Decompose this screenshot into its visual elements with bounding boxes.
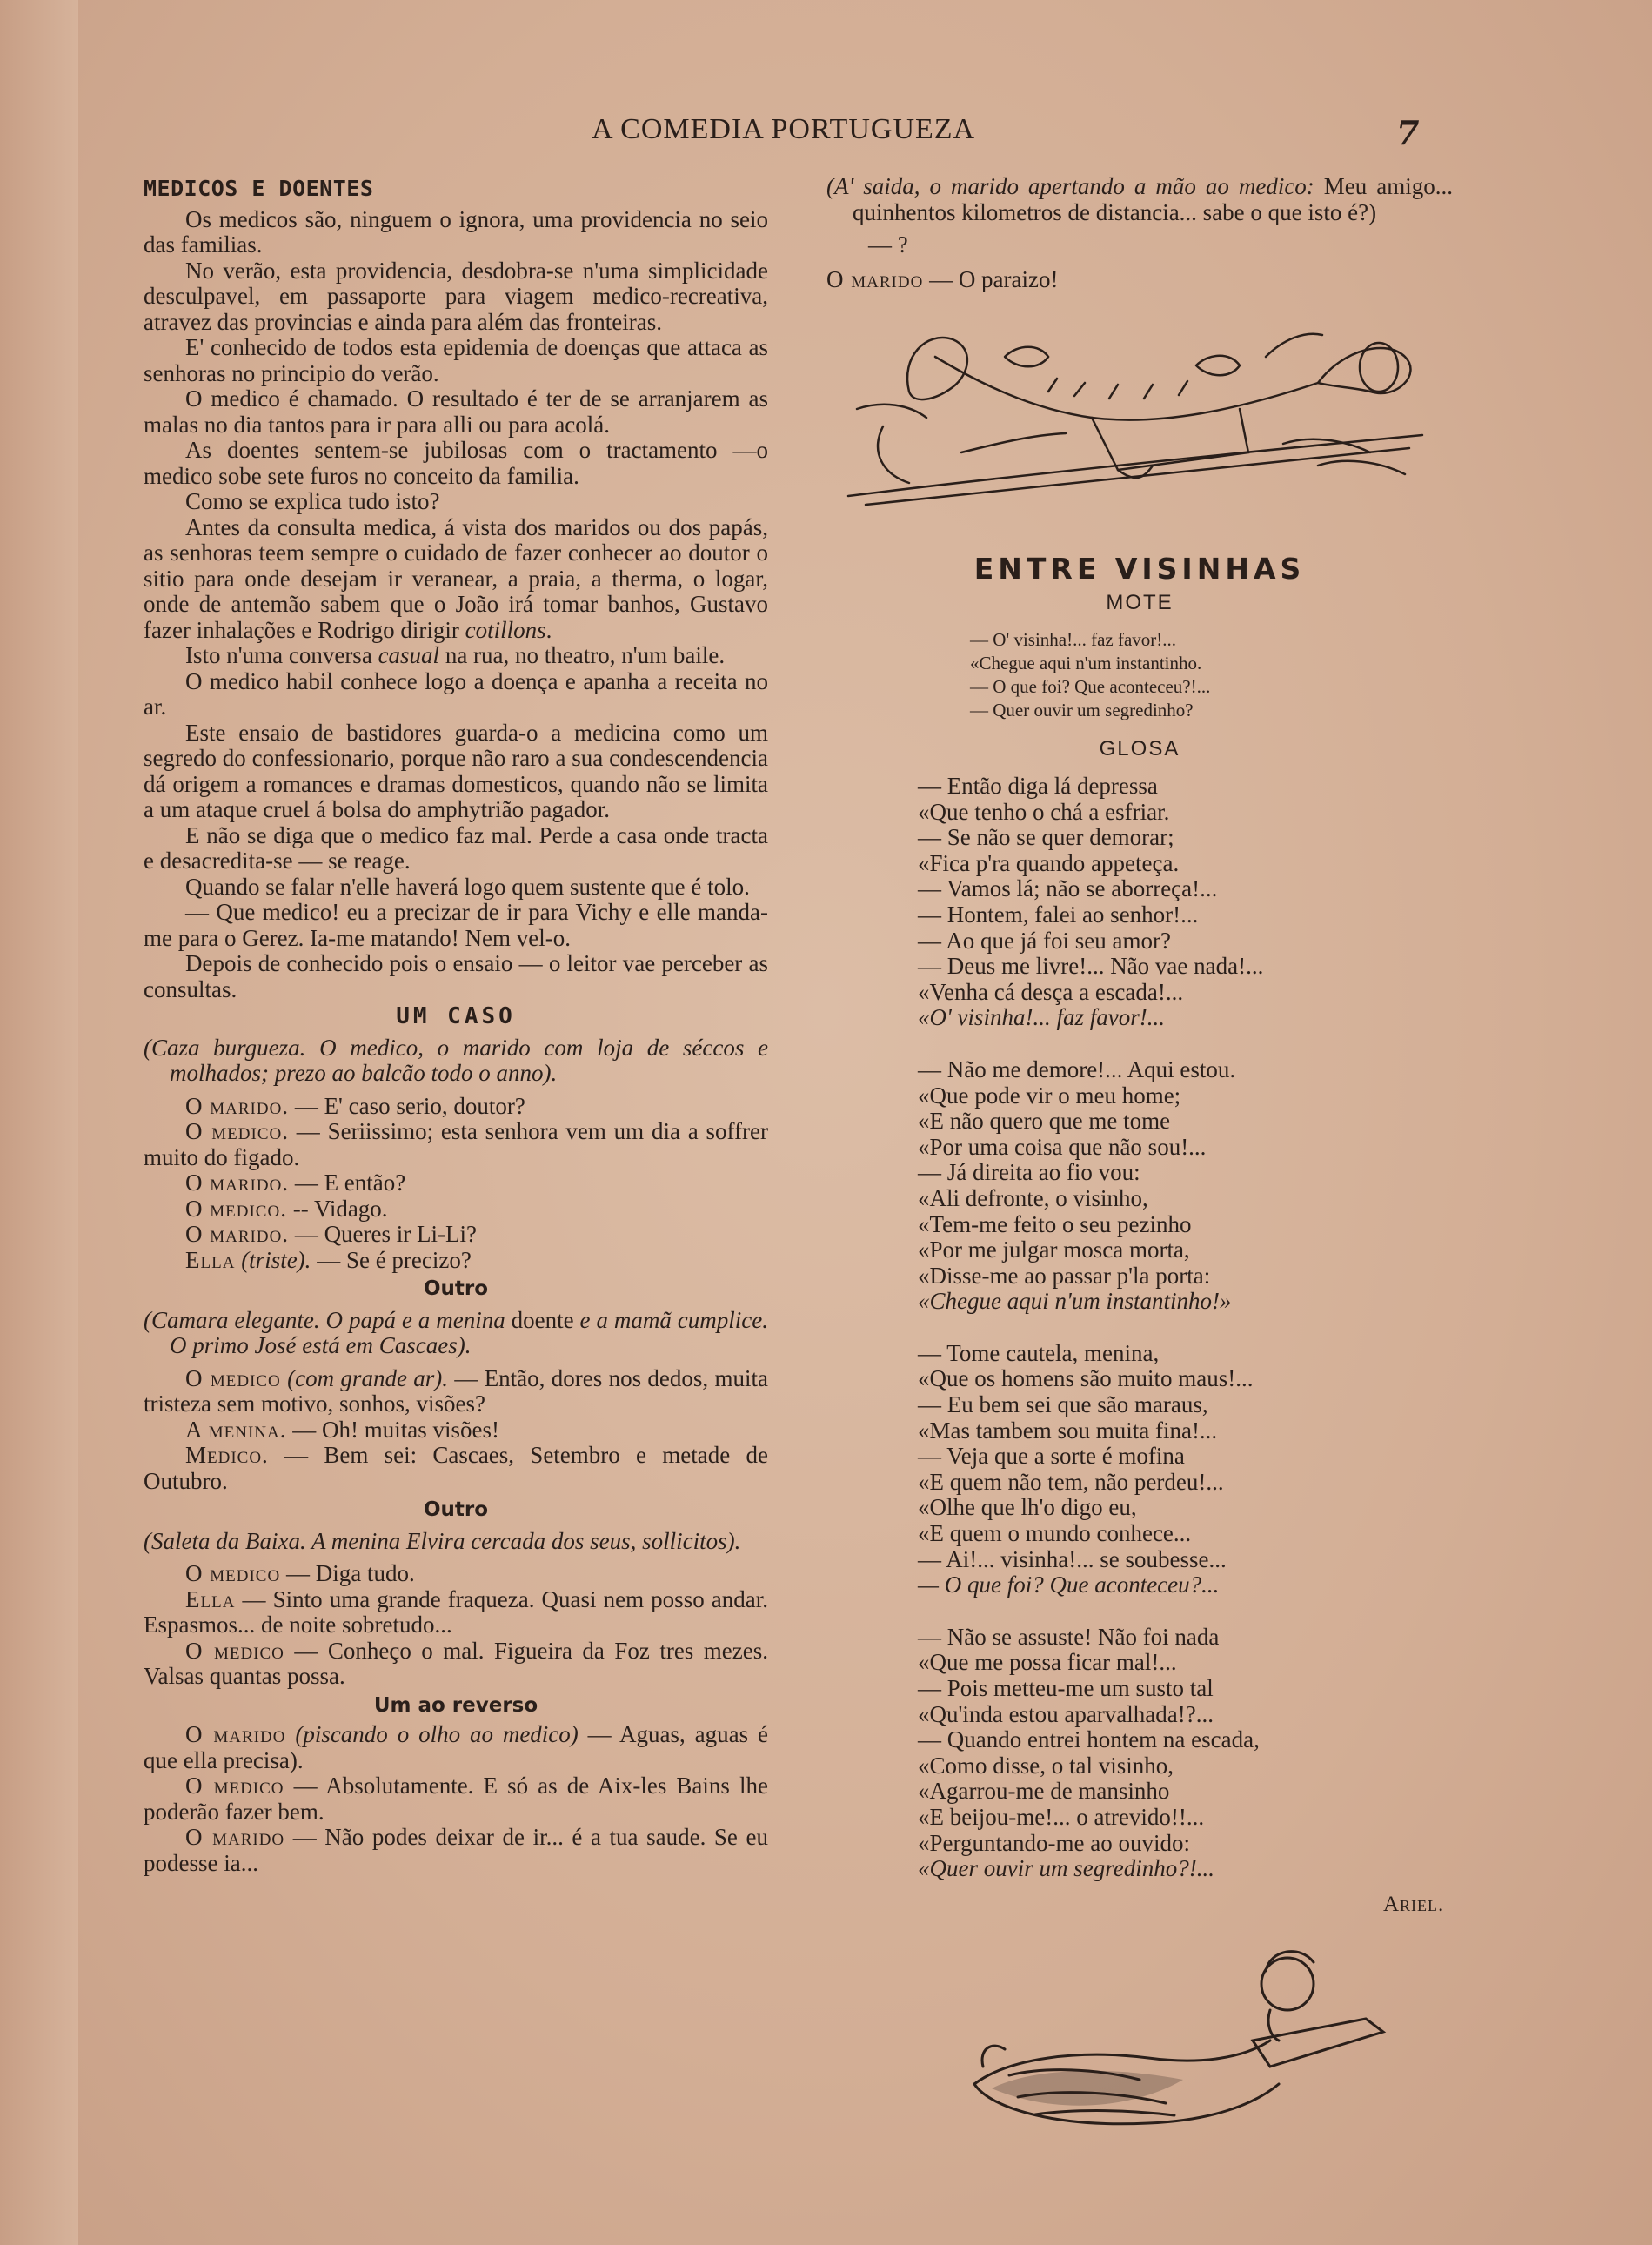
verse: «Por me julgar mosca morta, bbox=[918, 1236, 1190, 1263]
speech: — Absolutamente. E só as de Aix-les Bains lhe poderão fazer bem. bbox=[144, 1773, 768, 1825]
poem-title: ENTRE VISINHAS bbox=[973, 551, 1306, 586]
verse: — Quer ouvir um segredinho? bbox=[970, 699, 1194, 720]
speaker: O medico. bbox=[185, 1118, 289, 1144]
verse: «Qu'inda estou aparvalhada!?... bbox=[918, 1700, 1214, 1727]
verse: «Tem-me feito o seu pezinho bbox=[918, 1210, 1192, 1237]
verse: «Chegue aqui n'um instantinho!» bbox=[918, 1288, 1232, 1315]
dialogue-line bbox=[144, 1639, 768, 1690]
paragraph: No verão, esta providencia, desdobra-se n'uma simplicidade desculpavel, em passaporte para viagem medico-recreativa, atravez das provincias e ainda para além das fronteiras. bbox=[144, 257, 768, 335]
verse: — Então diga lá depressa bbox=[918, 773, 1158, 799]
dialogue-line bbox=[144, 1773, 768, 1825]
speaker: A menina. bbox=[185, 1416, 287, 1443]
paragraph: O medico habil conhece logo a doença e apanha a receita no ar. bbox=[144, 667, 768, 720]
stage-direction: (Caza burgueza. O medico, o marido com loja de séccos e molhados; prezo ao balcão todo o anno). bbox=[144, 1034, 768, 1086]
speaker: O medico bbox=[185, 1560, 281, 1586]
speech: — Bem sei: Cascaes, Setembro e metade de Outubro. bbox=[144, 1442, 768, 1494]
text-run: . bbox=[545, 616, 552, 643]
text-run: e a mamã cumplice. O primo José está em Cascaes). bbox=[170, 1306, 768, 1358]
speaker: O medico. bbox=[185, 1195, 287, 1222]
dialogue-line bbox=[144, 1443, 768, 1494]
speaker: O marido bbox=[185, 1721, 286, 1747]
verse: — O' visinha!... faz favor!... bbox=[970, 628, 1177, 650]
verse: — Eu bem sei que são maraus, bbox=[918, 1391, 1208, 1418]
text-run: doente bbox=[505, 1306, 580, 1333]
speaker: O marido. bbox=[185, 1092, 290, 1119]
mote-verses bbox=[970, 628, 1453, 722]
speech: — Queres ir Li-Li? bbox=[289, 1221, 477, 1247]
dialogue-line bbox=[144, 1170, 768, 1196]
speech: — Diga tudo. bbox=[280, 1560, 415, 1586]
text-run: Isto n'uma conversa bbox=[185, 642, 378, 668]
paragraph: O medico é chamado. O resultado é ter de se arranjarem as malas no dia tantos para ir para alli ou para acolá. bbox=[144, 385, 768, 438]
verse: «Disse-me ao passar p'la porta: bbox=[918, 1262, 1211, 1289]
page-header bbox=[0, 113, 1652, 157]
speech: — Não podes deixar de ir... é a tua saude. Se eu podesse ia... bbox=[144, 1824, 768, 1876]
verse: «E beijou-me!... o atrevido!!... bbox=[918, 1803, 1205, 1830]
speech: — Se é precizo? bbox=[311, 1246, 472, 1273]
journal-title: A COMEDIA PORTUGUEZA bbox=[592, 113, 976, 145]
verse: — Não se assuste! Não foi nada bbox=[918, 1623, 1220, 1650]
verse: «Perguntando-me ao ouvido: bbox=[918, 1829, 1190, 1856]
italic-run: casual bbox=[378, 642, 440, 668]
stanza bbox=[918, 1625, 1453, 1882]
paragraph bbox=[144, 643, 768, 669]
page-binding-edge bbox=[0, 0, 78, 2245]
dialogue-line bbox=[144, 1248, 768, 1274]
text-run: na rua, no theatro, n'um baile. bbox=[439, 642, 726, 668]
speech: — Sinto uma grande fraqueza. Quasi nem posso andar. Espasmos... de noite sobretudo... bbox=[144, 1585, 768, 1638]
dialogue-line: — ? bbox=[868, 231, 908, 258]
verse: «Fica p'ra quando appeteça. bbox=[918, 849, 1180, 876]
section-title: MEDICOS E DOENTES bbox=[144, 176, 374, 201]
verse: — Não me demore!... Aqui estou. bbox=[918, 1055, 1236, 1082]
verse: — Hontem, falei ao senhor!... bbox=[918, 901, 1199, 928]
left-column bbox=[144, 176, 768, 1876]
verse: «Olhe que lh'o digo eu, bbox=[918, 1494, 1137, 1521]
speaker: O marido bbox=[185, 1824, 285, 1850]
verse: «Que pode vir o meu home; bbox=[918, 1082, 1181, 1109]
speech: — Aguas, aguas é que ella precisa). bbox=[144, 1721, 768, 1773]
verse: — Quando entrei hontem na escada, bbox=[918, 1726, 1260, 1753]
verse: «Quer ouvir um segredinho?!... bbox=[918, 1855, 1214, 1882]
speaker: Medico. bbox=[185, 1442, 269, 1468]
verse: «Venha cá desça a escada!... bbox=[918, 978, 1184, 1005]
dialogue-line bbox=[144, 1196, 768, 1223]
speaker: Ella bbox=[185, 1246, 236, 1273]
verse: «O' visinha!... faz favor!... bbox=[918, 1004, 1166, 1031]
dialogue-line bbox=[144, 1561, 768, 1587]
speech: — E' caso serio, doutor? bbox=[289, 1092, 525, 1119]
verse: «Por uma coisa que não sou!... bbox=[918, 1133, 1207, 1160]
stanza bbox=[918, 774, 1453, 1031]
stage-direction: (piscando o olho ao medico) bbox=[295, 1721, 579, 1747]
verse: — Veja que a sorte é mofina bbox=[918, 1443, 1185, 1470]
stanza bbox=[918, 1057, 1453, 1315]
author-signature: Ariel. bbox=[1383, 1893, 1445, 1916]
verse: «Que me possa ficar mal!... bbox=[918, 1649, 1177, 1676]
speaker: O marido bbox=[826, 265, 924, 292]
verse: «E não quero que me tome bbox=[918, 1108, 1171, 1135]
paragraph: Depois de conhecido pois o ensaio — o leitor vae perceber as consultas. bbox=[144, 950, 768, 1002]
speech: — Oh! muitas visões! bbox=[286, 1416, 499, 1443]
verse: «Que os homens são muito maus!... bbox=[918, 1365, 1254, 1392]
verse: — Ai!... visinha!... se soubesse... bbox=[918, 1545, 1227, 1572]
speech: — Conheço o mal. Figueira da Foz tres mezes. Valsas quantas possa. bbox=[144, 1637, 768, 1689]
mote-label: MOTE bbox=[1106, 591, 1174, 614]
text-run: Meu amigo... quinhentos kilometros de distancia... sabe o que isto é?) bbox=[853, 173, 1453, 225]
verse: — Se não se quer demorar; bbox=[918, 824, 1174, 851]
stanza bbox=[918, 1341, 1453, 1598]
speech: -- Vidago. bbox=[286, 1195, 388, 1222]
italic-run: cotillons bbox=[465, 616, 546, 643]
paragraph: E' conhecido de todos esta epidemia de doenças que attaca as senhoras no principio do verão. bbox=[144, 334, 768, 386]
speaker: O medico bbox=[185, 1773, 284, 1799]
paragraph: As doentes sentem-se jubilosas com o tractamento —o medico sobe sete furos no conceito da familia. bbox=[144, 437, 768, 489]
dialogue-line bbox=[144, 1722, 768, 1773]
speaker: O medico bbox=[185, 1364, 281, 1391]
text-run: Antes da consulta medica, á vista dos maridos ou dos papás, as senhoras teem sempre o cuidado de fazer conhecer ao doutor o sitio para onde desejam ir veranear, a praia, a therma, o logar, onde de antemão sabem que o João irá tomar banhos, Gustavo fazer inhalações e Rodrigo dirigir bbox=[144, 513, 768, 643]
glosa-label: GLOSA bbox=[1099, 736, 1180, 761]
stage-direction: (triste). bbox=[241, 1246, 311, 1273]
paragraph: Quando se falar n'elle haverá logo quem sustente que é tolo. bbox=[185, 873, 750, 900]
verse: «Como disse, o tal visinho, bbox=[918, 1752, 1174, 1779]
verse: — O que foi? Que aconteceu?!... bbox=[970, 675, 1211, 697]
verse: «Mas tambem sou muita fina!... bbox=[918, 1417, 1218, 1444]
floral-ornament-icon bbox=[831, 305, 1440, 522]
dialogue-line bbox=[144, 1094, 768, 1120]
dialogue-line bbox=[144, 1825, 768, 1876]
speech: — E então? bbox=[289, 1169, 406, 1196]
verse: — O que foi? Que aconteceu?... bbox=[918, 1572, 1220, 1598]
right-column bbox=[826, 174, 1453, 1908]
dialogue-line bbox=[144, 1587, 768, 1639]
verse: «Que tenho o chá a esfriar. bbox=[918, 798, 1170, 825]
verse: — Vamos lá; não se aborreça!... bbox=[918, 875, 1218, 902]
italic-run: (A' saida, o marido apertando a mão ao medico: bbox=[826, 173, 1314, 199]
paragraph: E não se diga que o medico faz mal. Perde a casa onde tracta e desacredita-se — se reage. bbox=[144, 821, 768, 874]
verse: — Já direita ao fio vou: bbox=[918, 1159, 1140, 1186]
dialogue-line bbox=[144, 1222, 768, 1248]
verse: — Pois metteu-me um susto tal bbox=[918, 1675, 1214, 1701]
speech: — Então, dores nos dedos, muita tristeza sem motivo, sonhos, visões? bbox=[144, 1364, 768, 1417]
verse: — Ao que já foi seu amor? bbox=[918, 927, 1171, 954]
verse: «Chegue aqui n'um instantinho. bbox=[970, 652, 1202, 674]
speaker: O medico bbox=[185, 1637, 284, 1664]
subsection-title: Outro bbox=[423, 1498, 489, 1521]
verse: «Agarrou-me de mansinho bbox=[918, 1778, 1170, 1805]
dialogue-line bbox=[144, 1366, 768, 1417]
reclining-woman-drawing-icon bbox=[957, 1936, 1392, 2141]
verse: «Ali defronte, o visinho, bbox=[918, 1184, 1148, 1211]
dialogue-line bbox=[144, 1119, 768, 1170]
paragraph: Este ensaio de bastidores guarda-o a medicina como um segredo do confessionario, porque não raro a sua condescendencia dá origem a romances e dramas domesticos, quando não se limita a um ataque cruel á bolsa do amphytrião pagador. bbox=[144, 719, 768, 822]
stage-direction: (Saleta da Baixa. A menina Elvira cercada dos seus, sollicitos). bbox=[144, 1527, 741, 1554]
verse: — Deus me livre!... Não vae nada!... bbox=[918, 953, 1264, 980]
speaker: Ella bbox=[185, 1585, 236, 1612]
speech: — O paraizo! bbox=[923, 265, 1059, 292]
dialogue-line bbox=[826, 267, 1453, 293]
subsection-title: UM CASO bbox=[396, 1003, 516, 1029]
page-number: 7 bbox=[1396, 113, 1420, 152]
verse: «E quem não tem, não perdeu!... bbox=[918, 1468, 1224, 1495]
speaker: O marido. bbox=[185, 1221, 290, 1247]
stage-direction bbox=[144, 1308, 768, 1359]
speech: — Seriissimo; esta senhora vem um dia a soffrer muito do figado. bbox=[144, 1118, 768, 1170]
subsection-title: Um ao reverso bbox=[373, 1693, 538, 1717]
text-run: (Camara elegante. O papá e a menina bbox=[144, 1306, 505, 1333]
dialogue-line bbox=[144, 1417, 768, 1444]
paragraph: — Que medico! eu a precizar de ir para Vichy e elle manda-me para o Gerez. Ia-me matando! Nem vel-o. bbox=[144, 899, 768, 951]
verse: — Tome cautela, menina, bbox=[918, 1339, 1160, 1366]
stage-direction bbox=[826, 174, 1453, 225]
paragraph: Os medicos são, ninguem o ignora, uma providencia no seio das familias. bbox=[144, 205, 768, 258]
paragraph: Como se explica tudo isto? bbox=[185, 488, 440, 514]
speaker: O marido. bbox=[185, 1169, 290, 1196]
verse: «E quem o mundo conhece... bbox=[918, 1520, 1192, 1547]
subsection-title: Outro bbox=[423, 1277, 489, 1300]
stage-direction: (com grande ar). bbox=[287, 1364, 449, 1391]
paragraph bbox=[144, 515, 768, 644]
